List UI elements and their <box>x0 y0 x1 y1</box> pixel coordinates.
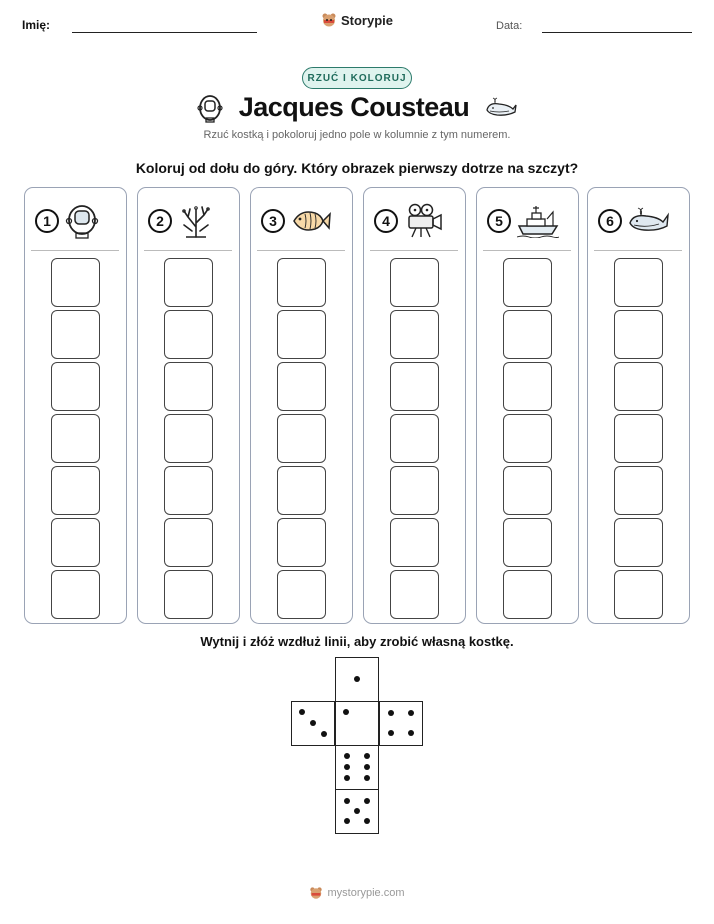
die-pip <box>321 731 327 737</box>
color-cell[interactable] <box>164 414 213 463</box>
color-cell[interactable] <box>503 414 552 463</box>
color-cell[interactable] <box>503 570 552 619</box>
color-cell[interactable] <box>503 518 552 567</box>
ship-icon <box>517 204 559 238</box>
color-cell[interactable] <box>277 258 326 307</box>
column-number: 1 <box>35 209 59 233</box>
die-face-6 <box>335 745 379 790</box>
color-cell[interactable] <box>164 518 213 567</box>
film-camera-icon <box>404 203 444 239</box>
color-cell[interactable] <box>164 258 213 307</box>
color-cell[interactable] <box>277 570 326 619</box>
color-cell[interactable] <box>390 310 439 359</box>
color-cell[interactable] <box>503 258 552 307</box>
color-cell[interactable] <box>277 466 326 515</box>
column-divider <box>31 250 119 251</box>
color-cell[interactable] <box>614 466 663 515</box>
name-label: Imię: <box>22 18 51 32</box>
color-cell[interactable] <box>51 310 100 359</box>
column-number: 2 <box>148 209 172 233</box>
column-header <box>35 202 117 240</box>
color-cell[interactable] <box>51 518 100 567</box>
die-pip <box>364 798 370 804</box>
color-cell[interactable] <box>51 466 100 515</box>
color-cell[interactable] <box>390 258 439 307</box>
die-pip <box>344 753 350 759</box>
instruction: Koloruj od dołu do góry. Który obrazek pierwszy dotrze na szczyt? <box>135 160 579 176</box>
brand-logo <box>0 12 714 28</box>
die-pip <box>344 764 350 770</box>
color-cell[interactable] <box>164 570 213 619</box>
column-1 <box>24 187 127 624</box>
die-pip <box>310 720 316 726</box>
color-cell[interactable] <box>51 414 100 463</box>
color-cell[interactable] <box>51 258 100 307</box>
die-pip <box>364 818 370 824</box>
color-cell[interactable] <box>390 414 439 463</box>
column-divider <box>144 250 232 251</box>
subtitle: Rzuć kostką i pokoloruj jedno pole w kolumnie z tym numerem. <box>203 129 511 141</box>
column-number: 5 <box>487 209 511 233</box>
color-cell[interactable] <box>614 570 663 619</box>
diving-helmet-icon <box>65 203 99 239</box>
column-header <box>487 202 569 240</box>
die-pip <box>388 730 394 736</box>
die-pip <box>388 710 394 716</box>
die-pip <box>408 710 414 716</box>
column-header <box>148 202 230 240</box>
die-pip <box>354 808 360 814</box>
column-5 <box>476 187 579 624</box>
column-6 <box>587 187 690 624</box>
column-2 <box>137 187 240 624</box>
die-pip <box>344 775 350 781</box>
coral-icon <box>178 203 214 239</box>
die-pip <box>408 730 414 736</box>
column-divider <box>370 250 458 251</box>
die-pip <box>364 775 370 781</box>
die-face-4 <box>379 701 423 746</box>
die-face-1 <box>335 657 379 702</box>
date-label: Data: <box>496 20 523 32</box>
color-cell[interactable] <box>277 310 326 359</box>
color-cell[interactable] <box>503 362 552 411</box>
date-line[interactable] <box>542 32 692 33</box>
color-cell[interactable] <box>503 310 552 359</box>
color-cell[interactable] <box>164 466 213 515</box>
color-cell[interactable] <box>390 570 439 619</box>
columns-container <box>24 187 690 624</box>
color-cell[interactable] <box>51 362 100 411</box>
title-row <box>0 92 714 123</box>
die-face-5 <box>335 789 379 834</box>
die-pip <box>344 798 350 804</box>
column-number: 3 <box>261 209 285 233</box>
cut-instruction: Wytnij i złóż wzdłuż linii, aby zrobić własną kostkę. <box>200 634 514 649</box>
column-header <box>598 202 680 240</box>
column-4 <box>363 187 466 624</box>
color-cell[interactable] <box>390 518 439 567</box>
column-divider <box>483 250 571 251</box>
color-cell[interactable] <box>390 466 439 515</box>
whale-icon <box>485 96 517 120</box>
footer <box>0 886 714 900</box>
die-pip <box>354 676 360 682</box>
color-cell[interactable] <box>614 258 663 307</box>
color-cell[interactable] <box>164 310 213 359</box>
column-number: 4 <box>374 209 398 233</box>
color-cell[interactable] <box>614 414 663 463</box>
bear-logo-icon <box>321 12 337 28</box>
die-face-1 <box>335 701 379 746</box>
die-face-3 <box>291 701 335 746</box>
color-cell[interactable] <box>503 466 552 515</box>
color-cell[interactable] <box>277 518 326 567</box>
whale-icon <box>628 207 670 235</box>
activity-badge: RZUĆ I KOLORUJ <box>302 67 412 89</box>
brand-name: Storypie <box>340 12 393 28</box>
color-cell[interactable] <box>614 518 663 567</box>
die-pip <box>364 753 370 759</box>
color-cell[interactable] <box>164 362 213 411</box>
color-cell[interactable] <box>614 362 663 411</box>
column-3 <box>250 187 353 624</box>
color-cell[interactable] <box>51 570 100 619</box>
page-title: Jacques Cousteau <box>238 92 470 122</box>
column-divider <box>594 250 682 251</box>
color-cell[interactable] <box>614 310 663 359</box>
column-divider <box>257 250 345 251</box>
fish-icon <box>291 206 331 236</box>
color-cell[interactable] <box>277 414 326 463</box>
column-header <box>261 202 343 240</box>
die-pip <box>343 709 349 715</box>
die-pip <box>364 764 370 770</box>
diving-helmet-icon <box>197 93 223 123</box>
die-pip <box>344 818 350 824</box>
column-header <box>374 202 456 240</box>
color-cell[interactable] <box>277 362 326 411</box>
column-number: 6 <box>598 209 622 233</box>
bear-logo-icon <box>309 886 323 900</box>
name-line[interactable] <box>72 32 257 33</box>
color-cell[interactable] <box>390 362 439 411</box>
die-pip <box>299 709 305 715</box>
footer-site: mystorypie.com <box>327 887 405 899</box>
